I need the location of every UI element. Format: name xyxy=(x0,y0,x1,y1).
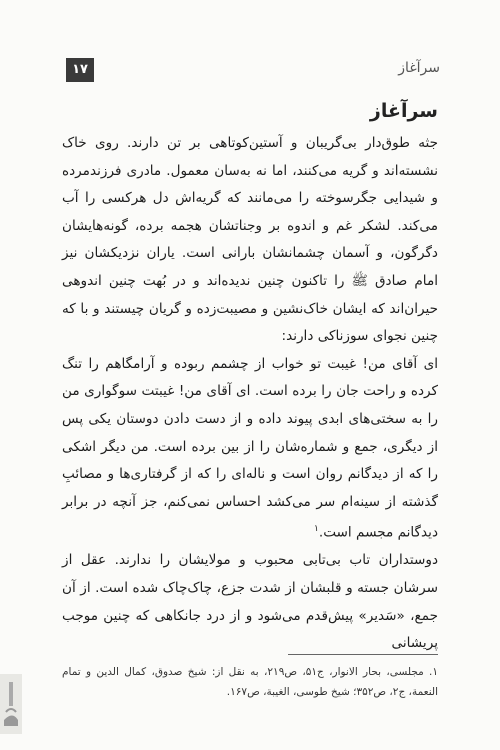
footnote-marker: ١ xyxy=(314,524,319,535)
paragraph-continuation: دوستداران تاب بی‌تابی محبوب و مولایشان را ندارند. عقل از سرشان جسته و قلبشان از شدت جزع، چاک‌چاک شده است. از آن جمع، «سَدیر» پیش‌قدم می‌شود و از درد جانکاهی که چنین موجب پریشانی xyxy=(62,552,438,652)
paragraph-quote xyxy=(62,351,438,548)
paragraph-intro: جثه طوق‌دار بی‌گریبان و آستین‌کوتاهی بر تن دارند. روی خاک نشسته‌اند و گریه می‌کنند، اما نه به‌سان معمول. مادری فرزندمرده و شیدایی جگرسوخته را می‌مانند که گریه‌اش دل هرکسی را آب می‌کند. لشکر غم و اندوه بر وجناتشان هجمه برده، گونه‌هایشان دگرگون، و آسمان چشمانشان بارانی است. یاران نزدیکشان نیز امام صادق ﷺ را تاکنون چنین ندیده‌اند و در بُهت چنین اندوهی حیران‌اند که ایشان خاک‌نشین و مصیبت‌زده و گریان چیستند و با که چنین نجوای سوزناکی دارند: xyxy=(62,135,438,345)
page-body xyxy=(62,96,438,658)
footnote-divider xyxy=(288,654,438,655)
page-number: ۱۷ xyxy=(66,58,94,82)
footnote: ١. مجلسی، بحار الانوار، ج۵۱، ص۲۱۹، به نقل از: شیخ صدوق، کمال الدین و تمام النعمة، ج۲، ص۳۵۲؛ شیخ طوسی، الغیبة، ص۱۶۷. xyxy=(62,666,439,698)
page-header xyxy=(66,58,440,84)
section-title: سرآغاز xyxy=(369,100,438,122)
publisher-logo-icon xyxy=(0,674,22,734)
running-title: سرآغاز xyxy=(398,60,440,76)
quote-text: ای آقای من! غیبت تو خواب از چشمم ربوده و آرامگاهم را تنگ کرده و راحت جان را برده است. ای آقای من! غیبتت سوگواری من را به سختی‌های ابدی پیوند داده و از دست دادن دوستان یکی پس از دیگری، جمع و شماره‌شان را از بین برده است. من دیگر اشکی را که از دیدگانم روان است و ناله‌ای را که از گرفتاری‌ها و مصائبِ گذشته از سینه‌ام سر می‌کشد احساس نمی‌کنم، جز آنچه در برابر دیدگانم مجسم است. xyxy=(62,355,438,541)
